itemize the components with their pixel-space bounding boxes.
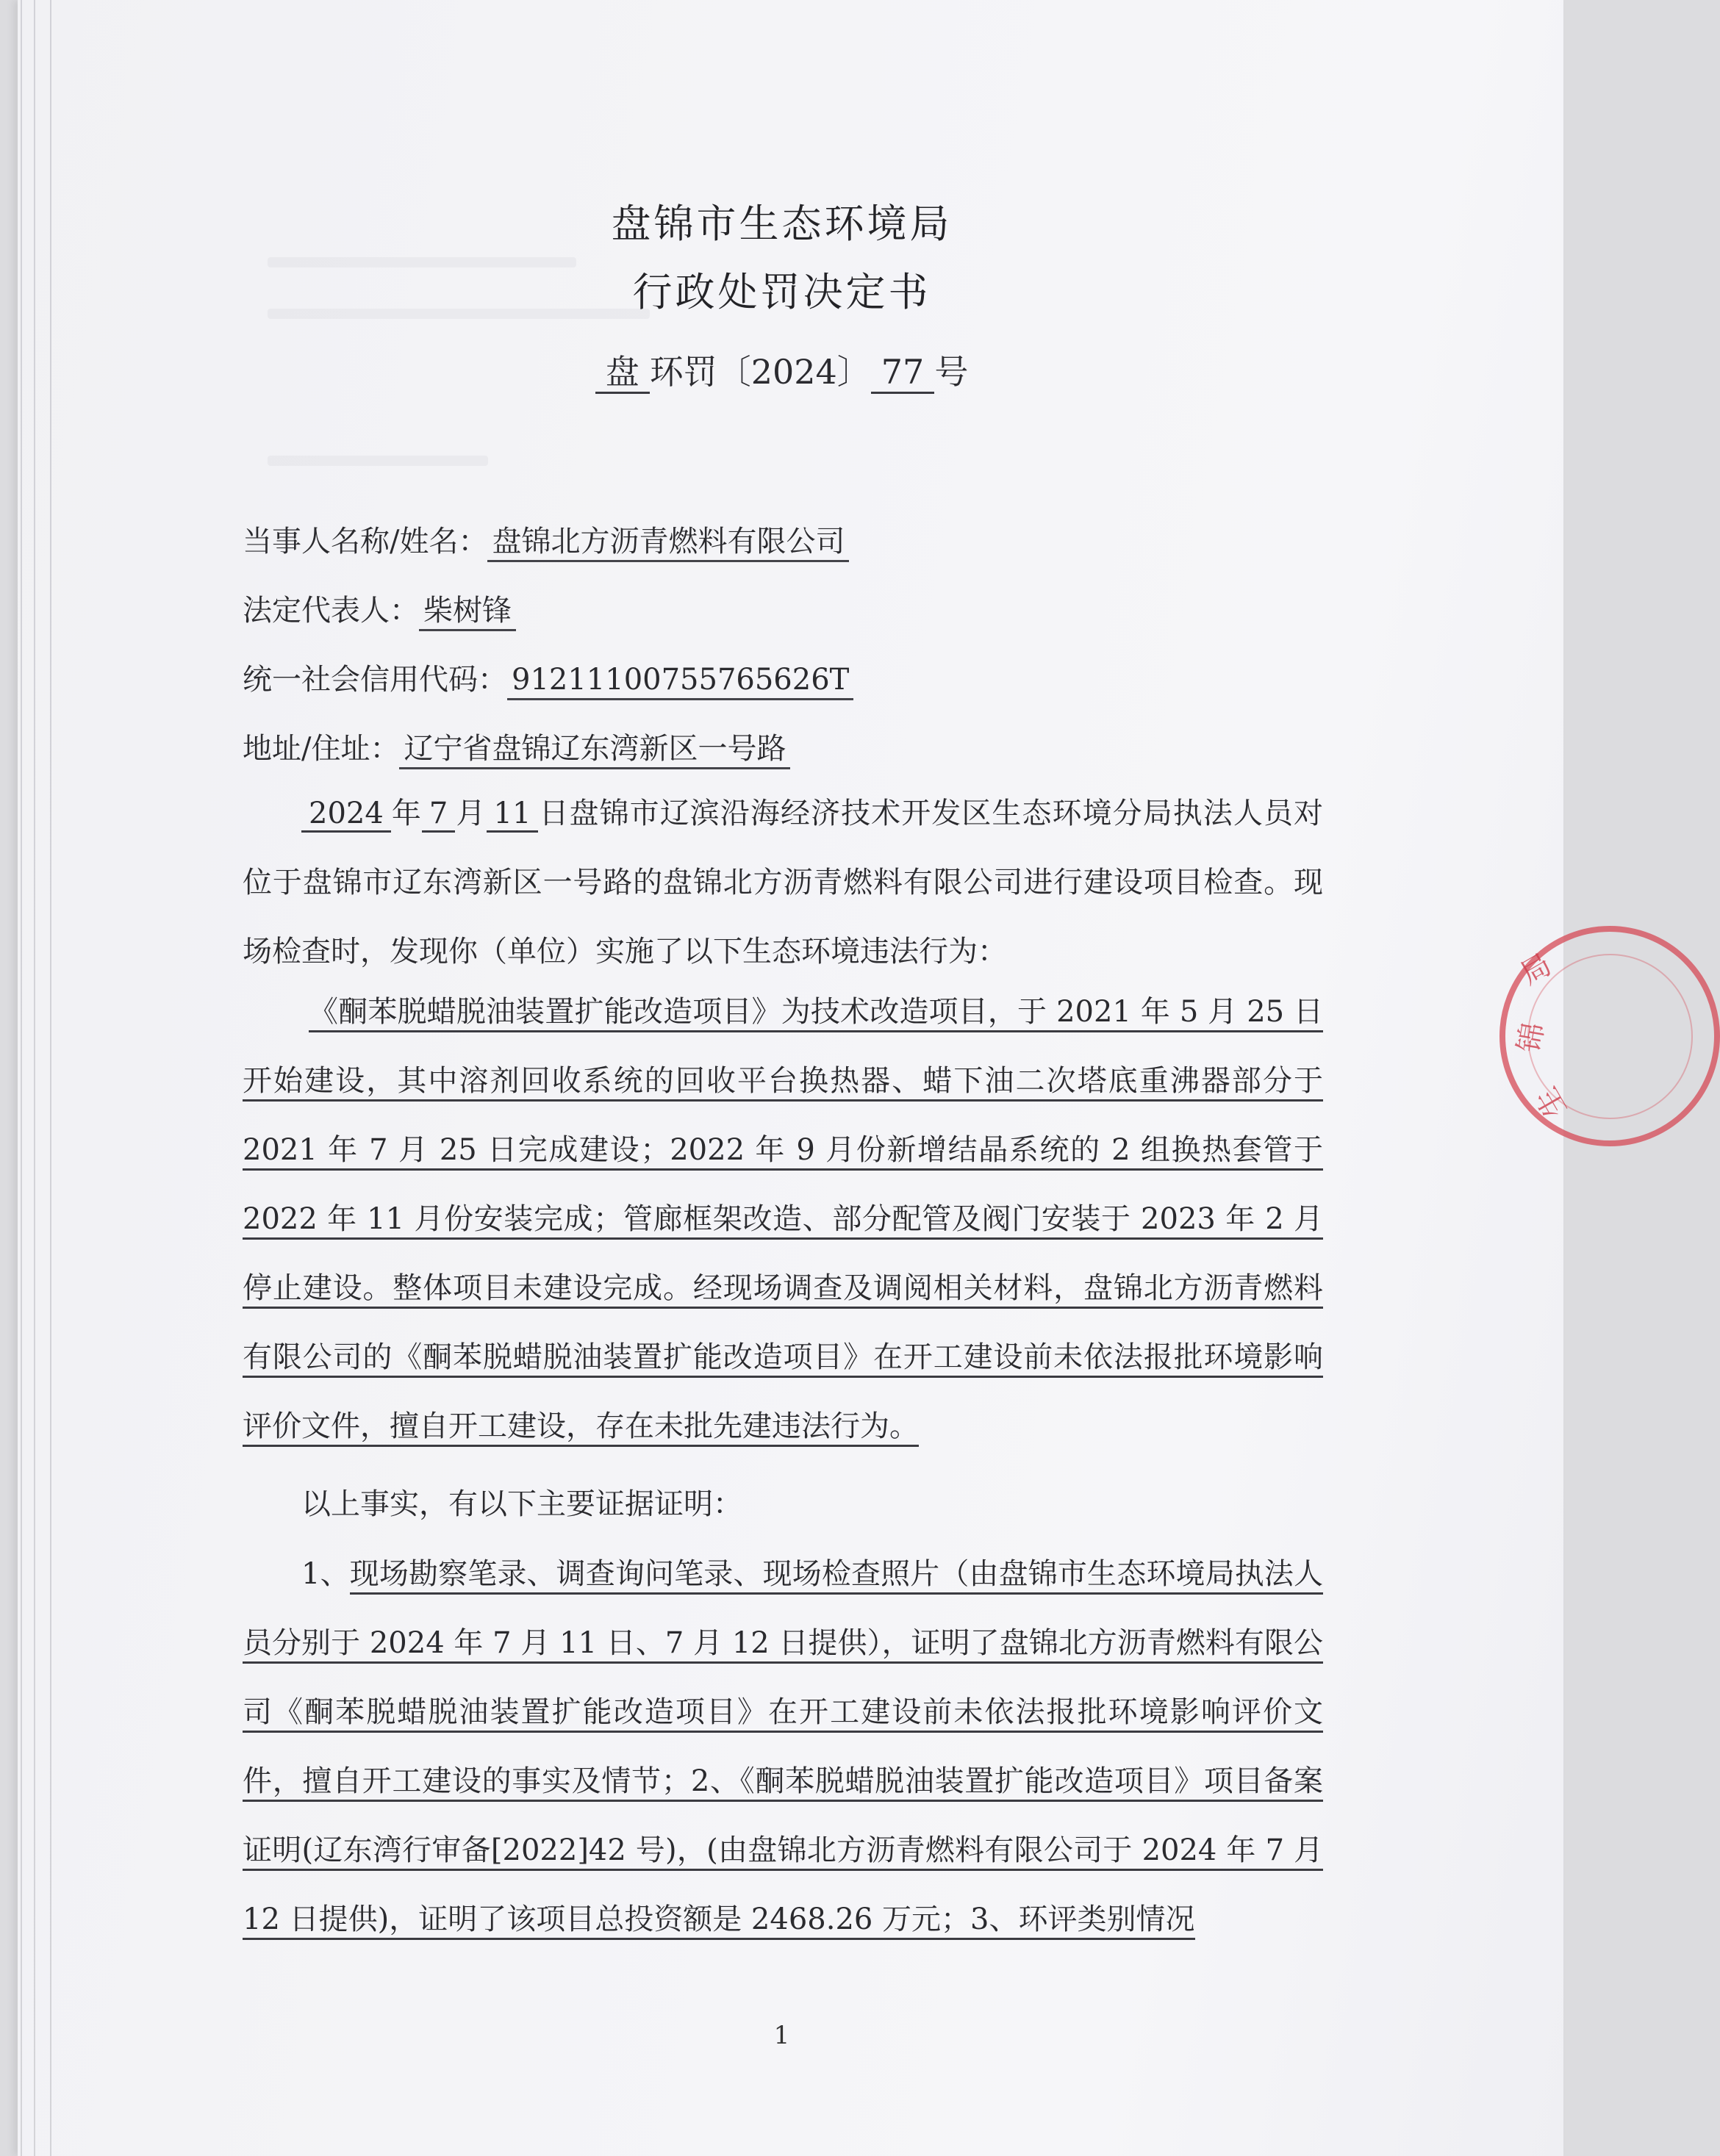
party-name-label: 当事人名称/姓名： <box>243 525 488 558</box>
document-type-title: 行政处罚决定书 <box>632 269 931 315</box>
credit-code-label: 统一社会信用代码： <box>243 663 507 697</box>
page-edge-line <box>21 0 22 2156</box>
agency-title: 盘锦市生态环境局 <box>611 201 953 247</box>
address-row <box>243 714 853 783</box>
evidence-list-prefix: 1、 <box>301 1557 350 1591</box>
bleed-through-mark <box>268 456 488 466</box>
party-name-row <box>243 507 853 576</box>
evidence-text: 现场勘察笔录、调查询问笔录、现场检查照片（由盘锦市生态环境局执法人员分别于 2024 年 7 月 11 日、7 月 12 日提供），证明了盘锦北方沥青燃料有限公司《酮苯脱蜡脱油装置扩能改造项目》在开工建设前未依法报批环境影响评价文件，擅自开工建设的事实及情节；2、《酮苯脱蜡脱油装置扩能改造项目》项目备案证明(辽东湾行审备[2022]42 号)，(由盘锦北方沥青燃料有限公司于 2024 年 7 月 12 日提供)，证明了该项目总投资额是 2468.26 万元；3、环评类别情况 <box>243 1557 1323 1940</box>
party-name-value: 盘锦北方沥青燃料有限公司 <box>487 525 849 562</box>
credit-code-value: 91211100755765626T <box>507 663 853 700</box>
party-info <box>243 507 853 783</box>
legal-rep-row <box>243 576 853 645</box>
inspection-text: 日盘锦市辽滨沿海经济技术开发区生态环境分局执法人员对位于盘锦市辽东湾新区一号路的盘锦北方沥青燃料有限公司进行建设项目检查。现场检查时，发现你（单位）实施了以下生态环境违法行为： <box>243 797 1324 969</box>
seal-character: 局 <box>1514 947 1558 992</box>
document-number-prefix: 盘 <box>595 353 650 394</box>
violation-paragraph <box>243 977 1323 1461</box>
inspection-day: 11 <box>487 797 539 833</box>
evidence-paragraph <box>243 1539 1323 1954</box>
address-label: 地址/住址： <box>243 732 400 766</box>
page-edge-line <box>34 0 35 2156</box>
seal-character: 锦 <box>1512 1020 1551 1055</box>
inspection-year-unit: 年 <box>390 797 422 830</box>
official-seal-stamp <box>1499 926 1720 1146</box>
document-number-serial: 77 <box>871 353 935 394</box>
document-number-middle: 环罚〔2024〕 <box>649 352 871 392</box>
seal-character: 生 <box>1530 1080 1574 1124</box>
inspection-year: 2024 <box>301 797 391 833</box>
violation-text: 《酮苯脱蜡脱油装置扩能改造项目》为技术改造项目，于 2021 年 5 月 25 日开始建设，其中溶剂回收系统的回收平台换热器、蜡下油二次塔底重沸器部分于 2021 年 7 月 25 日完成建设；2022 年 9 月份新增结晶系统的 2 组换热套管于 2022 年 11 月份安装完成；管廊框架改造、部分配管及阀门安装于 2023 年 2 月停止建设。整体项目未建设完成。经现场调查及调阅相关材料，盘锦北方沥青燃料有限公司的《酮苯脱蜡脱油装置扩能改造项目》在开工建设前未依法报批环境影响评价文件，擅自开工建设，存在未批先建违法行为。 <box>243 995 1323 1447</box>
inspection-paragraph <box>243 779 1323 986</box>
evidence-intro: 以上事实，有以下主要证据证明： <box>301 1487 742 1521</box>
legal-rep-label: 法定代表人： <box>243 594 419 628</box>
legal-rep-value: 柴树锋 <box>419 594 516 631</box>
inspection-month-unit: 月 <box>455 797 487 830</box>
document-number-suffix: 号 <box>934 352 969 392</box>
credit-code-row <box>243 645 853 714</box>
inspection-month: 7 <box>422 797 455 833</box>
page-number: 1 <box>773 2021 790 2050</box>
page-edge-line <box>50 0 51 2156</box>
document-number <box>0 345 1563 394</box>
address-value: 辽宁省盘锦辽东湾新区一号路 <box>399 732 790 769</box>
